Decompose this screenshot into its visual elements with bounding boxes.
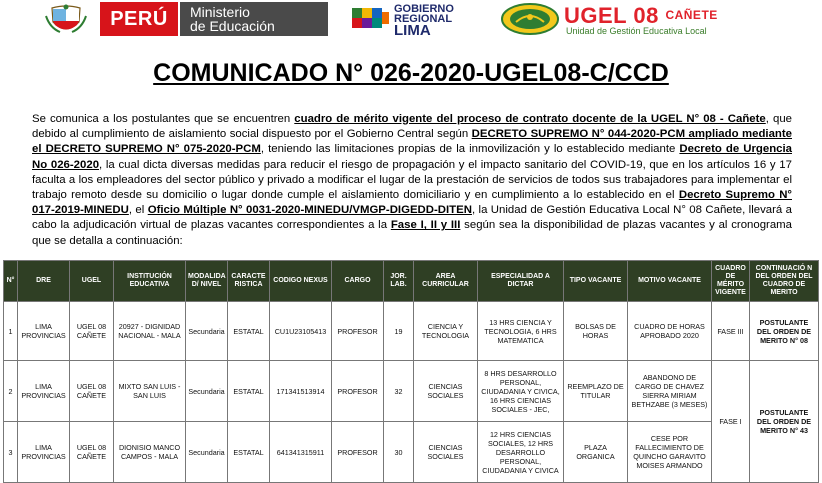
- table-cell: 32: [384, 361, 414, 422]
- ugel-emblem-icon: [500, 2, 560, 36]
- table-cell: 3: [4, 422, 18, 483]
- gobierno-line2: REGIONAL: [394, 13, 453, 25]
- table-cell: PROFESOR: [332, 302, 384, 361]
- col-header: ESPECIALIDAD A DICTAR: [478, 261, 564, 302]
- col-header: JOR. LAB.: [384, 261, 414, 302]
- table-row: [4, 302, 819, 361]
- vacancies-table: [3, 260, 819, 483]
- table-cell: 641341315911: [270, 422, 332, 483]
- body-text-5: , el: [128, 204, 148, 217]
- table-cell: FASE I: [712, 361, 750, 483]
- table-cell: CU1U23105413: [270, 302, 332, 361]
- table-cell: 13 HRS CIENCIA Y TECNOLOGIA, 6 HRS MATEMATICA: [478, 302, 564, 361]
- table-cell: CIENCIA Y TECNOLOGIA: [414, 302, 478, 361]
- table-cell: DIONISIO MANCO CAMPOS - MALA: [114, 422, 186, 483]
- gobierno-regional-text: [394, 4, 454, 38]
- col-header: CARACTE RISTICA: [228, 261, 270, 302]
- table-cell: 171341513914: [270, 361, 332, 422]
- table-cell: MIXTO SAN LUIS - SAN LUIS: [114, 361, 186, 422]
- col-header: INSTITUCIÓN EDUCATIVA: [114, 261, 186, 302]
- table-cell: LIMA PROVINCIAS: [18, 302, 70, 361]
- table-cell: Secundaria: [186, 422, 228, 483]
- body-text-3: , teniendo las limitaciones propias de la inmovilización y lo establecido mediante: [260, 143, 680, 156]
- header-logos: [0, 0, 822, 44]
- page-title: [0, 58, 822, 88]
- table-cell: Secundaria: [186, 302, 228, 361]
- table-cell: 2: [4, 361, 18, 422]
- table-cell: PLAZA ORGANICA: [564, 422, 628, 483]
- col-header: CARGO: [332, 261, 384, 302]
- ugel-subtitle: Unidad de Gestión Educativa Local: [566, 26, 707, 36]
- body-text-1: Se comunica a los postulantes que se encuentren: [32, 113, 295, 125]
- table-cell: CIENCIAS SOCIALES: [414, 422, 478, 483]
- table-cell: UGEL 08 CAÑETE: [70, 361, 114, 422]
- table-cell: ABANDONO DE CARGO DE CHAVEZ SIERRA MIRIAM BETHZABE (3 MESES): [628, 361, 712, 422]
- table-cell: UGEL 08 CAÑETE: [70, 422, 114, 483]
- table-cell: REEMPLAZO DE TITULAR: [564, 361, 628, 422]
- communique-body: [32, 112, 792, 249]
- col-header: AREA CURRICULAR: [414, 261, 478, 302]
- col-header: MOTIVO VACANTE: [628, 261, 712, 302]
- table-cell: LIMA PROVINCIAS: [18, 422, 70, 483]
- table-cell: Secundaria: [186, 361, 228, 422]
- table-cell: 20927 - DIGNIDAD NACIONAL - MALA: [114, 302, 186, 361]
- ugel-name: UGEL 08: [564, 3, 659, 28]
- table-cell: CUADRO DE HORAS APROBADO 2020: [628, 302, 712, 361]
- col-header: CUADRO DE MÉRITO VIGENTE: [712, 261, 750, 302]
- ministerio-line1: Ministerio: [190, 4, 250, 20]
- table-cell: FASE III: [712, 302, 750, 361]
- title-text: COMUNICADO N° 026-2020-UGEL08-C/CCD: [153, 59, 669, 87]
- col-header: CODIGO NEXUS: [270, 261, 332, 302]
- ministerio-line2: de Educación: [190, 18, 275, 34]
- table-header-row: [4, 261, 819, 302]
- table-cell: UGEL 08 CAÑETE: [70, 302, 114, 361]
- table-row: [4, 422, 819, 483]
- table-cell: CIENCIAS SOCIALES: [414, 361, 478, 422]
- body-highlight-5: Oficio Múltiple N° 0031-2020-MINEDU/VMGP-DIGEDD-DITEN: [147, 204, 472, 217]
- body-text-2: , que debido al cumplimiento de aislamiento social dispuesto por el Gobierno Central según: [32, 113, 792, 141]
- col-header: DRE: [18, 261, 70, 302]
- table-cell: ESTATAL: [228, 422, 270, 483]
- col-header: CONTINUACIÓ N DEL ORDEN DEL CUADRO DE MERITO: [750, 261, 819, 302]
- table-cell: 8 HRS DESARROLLO PERSONAL, CIUDADANIA Y CIVICA, 16 HRS CIENCIAS SOCIALES - JEC,: [478, 361, 564, 422]
- col-header: N°: [4, 261, 18, 302]
- table-cell: 19: [384, 302, 414, 361]
- peru-label: PERÚ: [100, 2, 178, 36]
- ugel-place: CAÑETE: [665, 8, 718, 22]
- col-header: UGEL: [70, 261, 114, 302]
- body-text-4: , la cual dicta diversas medidas para reducir el riesgo de propagación y el impacto sanitario del COVID-19, que en los artículos 16 y 17 faculta a los empleadores del sector público y privado a modificar el lugar de la prestación de servicios de todos sus trabajadores para implementar el trabajo remoto desde su domicilio o lugar donde cumple el aislamiento domiciliario y en cumplimiento a lo establecido en el: [32, 158, 792, 202]
- col-header: MODALIDA D/ NIVEL: [186, 261, 228, 302]
- table-cell: 1: [4, 302, 18, 361]
- peru-coat-of-arms-icon: [44, 4, 88, 36]
- table-row: [4, 361, 819, 422]
- table-cell: 30: [384, 422, 414, 483]
- table-cell: CESE POR FALLECIMIENTO DE QUINCHO GARAVITO MOISES ARMANDO: [628, 422, 712, 483]
- table-cell: PROFESOR: [332, 361, 384, 422]
- ministerio-logo: [180, 2, 328, 36]
- body-highlight-3: Decreto de Urgencia No 026-2020: [32, 143, 792, 171]
- gobierno-line1: GOBIERNO: [394, 3, 454, 15]
- gobierno-regional-logo-icon: [352, 6, 390, 30]
- body-text-6: , la Unidad de Gestión Educativa Local N° 08 Cañete, llevará a cabo la adjudicación virtual de plazas vacantes correspondientes a la: [32, 204, 792, 232]
- table-cell: 12 HRS CIENCIAS SOCIALES, 12 HRS DESARROLLO PERSONAL, CIUDADANIA Y CIVICA: [478, 422, 564, 483]
- table-cell: PROFESOR: [332, 422, 384, 483]
- table-cell: LIMA PROVINCIAS: [18, 361, 70, 422]
- table-cell: POSTULANTE DEL ORDEN DE MERITO N° 08: [750, 302, 819, 361]
- body-highlight-6: Fase I, II y III: [390, 219, 461, 232]
- table-cell: ESTATAL: [228, 361, 270, 422]
- body-highlight-1: cuadro de mérito vigente del proceso de contrato docente de la UGEL N° 08 - Cañete: [294, 113, 766, 125]
- body-highlight-2: DECRETO SUPREMO N° 044-2020-PCM ampliado mediante el DECRETO SUPREMO N° 075-2020-PCM: [32, 128, 792, 156]
- table-cell: POSTULANTE DEL ORDEN DE MERITO N° 43: [750, 361, 819, 483]
- table-cell: ESTATAL: [228, 302, 270, 361]
- body-text-7: según sea la disponibilidad de plazas vacantes y al cronograma que se detalla a continuación:: [32, 219, 792, 247]
- table-cell: BOLSAS DE HORAS: [564, 302, 628, 361]
- gobierno-line3: LIMA: [394, 22, 431, 39]
- col-header: TIPO VACANTE: [564, 261, 628, 302]
- body-highlight-4: Decreto Supremo N° 017-2019-MINEDU: [32, 189, 792, 217]
